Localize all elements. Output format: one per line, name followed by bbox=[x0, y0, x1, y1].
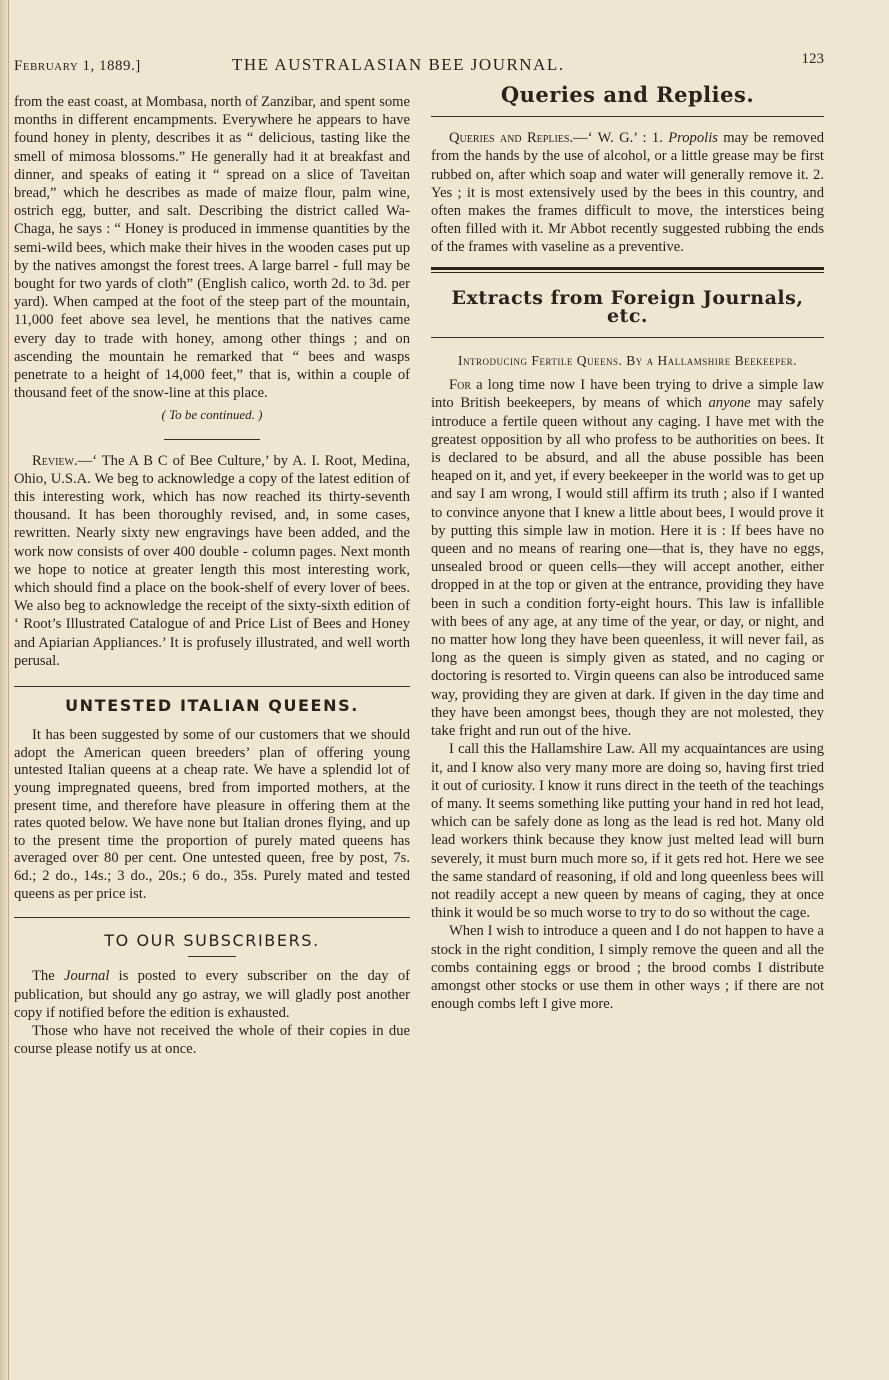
subscribers-heading: TO OUR SUBSCRIBERS. bbox=[104, 931, 320, 951]
page-binding-edge bbox=[0, 0, 9, 1380]
subscribers-text-start: The bbox=[32, 968, 64, 985]
issue-date: February 1, 1889.] bbox=[14, 58, 141, 74]
double-rule bbox=[431, 267, 824, 273]
to-be-continued-note: ( To be continued. ) bbox=[161, 407, 263, 423]
section-divider bbox=[14, 917, 410, 918]
article-paragraph-1 bbox=[431, 376, 824, 740]
queries-heading: Queries and Replies. bbox=[500, 82, 755, 107]
article-paragraph-2: I call this the Hallamshire Law. All my acquaintances are using it, and I know also very many more are doing so, having first tried it out of curiosity. I know it runs direct in the teeth of the teachings of many. It seems something like putting your hand in red hot lead, which can be safely done as long as the lead is red hot. Many old lead workers think because they know just melted lead will burn severely, it must burn much more so, if it gets red hot. Here we see the same standard of reasoning, if old and long queenless bees will not readily accept a new queen by means of caging, they at once think it would be so much worse to try to do so without the cage. bbox=[431, 741, 824, 922]
untested-queens-heading: UNTESTED ITALIAN QUEENS. bbox=[65, 696, 359, 716]
journal-title: THE AUSTRALASIAN BEE JOURNAL. bbox=[232, 55, 565, 74]
anyone-word: anyone bbox=[708, 395, 751, 412]
continued-article-text: from the east coast, at Mombasa, north of Zanzibar, and spent some months in different encampments. Everywhere he appears to have found honey in plenty, describes it as “ delicious, tasting like the smell of mimosa blossoms.” He generally had it at breakfast and dinner, and speaks of eating it “ spread on a slice of Taveitan bread,” which he describes as made of maize flour, palm wine, ostrich egg, butter, and salt. Describing the district called Wa-Chaga, he says : “ Honey is produced in immense quantities by the semi-wild bees, which make their hives in the wooden cases put up by the natives amongst the forest trees. A large barrel - full may be bought for two yards of cloth” (English calico, worth 2d. to 3d. per yard). When camped at the foot of the steep part of the mountain, 11,000 feet above sea level, he mentions that the natives came every day to trade with honey, among other things ; and on ascending the mountain he remarked that “ bees and wasps penetrate to a height of 14,000 feet,” that is, within a couple of thousand feet of the snow-line at this place. bbox=[14, 94, 410, 402]
extracts-heading: Extracts from Foreign Journals, etc. bbox=[451, 286, 804, 327]
propolis-word: Propolis bbox=[668, 130, 718, 147]
section-divider bbox=[431, 116, 824, 117]
left-column bbox=[14, 93, 410, 1058]
article-title: Introducing Fertile Queens. By a Hallamshire Beekeeper. bbox=[458, 353, 797, 369]
review-lead: Review. bbox=[32, 452, 78, 469]
untested-queens-text: It has been suggested by some of our customers that we should adopt the American queen breeders’ plan of offering young untested Italian queens at a cheap rate. We have a splendid lot of young impregnated queens, bred from imported mothers, at the present time, and therefore have pleasure in offering them at the rates quoted below. We have none but Italian drones flying, and up to the present time the proportion of purely mated queens has averaged over 80 per cent. One untested queen, free by post, 7s. 6d.; 2 do., 14s.; 3 do., 20s.; 6 do., 35s. Purely mated and tested queens as per price ist. bbox=[14, 727, 410, 902]
subscribers-text bbox=[14, 967, 410, 1022]
article-lead-word: For bbox=[449, 377, 472, 394]
queries-lead: Queries and Replies. bbox=[449, 130, 574, 147]
queries-text: may be removed from the hands by the use of alcohol, or a little grease may be first rubbed on, after which soap and water will generally remove it. 2. Yes ; it is most extensively used by the bees in this country, and often makes the frames difficult to move, the interstices being often filled with it. Mr Abbot recently suggested rubbing the ends of the frames with vaseline as a preventive. bbox=[431, 130, 825, 256]
section-divider bbox=[431, 337, 824, 338]
right-column bbox=[431, 82, 825, 1013]
section-divider bbox=[164, 439, 260, 440]
subscribers-text-end: is posted to every subscriber on the day of publication, but should any go astray, we will gladly post another copy if notified before the edition is exhausted. bbox=[14, 968, 411, 1021]
heading-underline bbox=[188, 956, 236, 957]
section-divider bbox=[14, 686, 410, 687]
article-p1-start: a long time now I have been trying to drive a simple law into British beekeepers, by means of which bbox=[431, 377, 824, 412]
page-number: 123 bbox=[801, 51, 824, 67]
journal-word: Journal bbox=[63, 968, 110, 985]
review-text: —‘ The A B C of Bee Culture,’ by A. I. Root, Medina, Ohio, U.S.A. We beg to acknowledge a copy of the latest edition of this interesting work, which has now reached its thirty-seventh thousand. It has been thoroughly revised, and, in some cases, rewritten. Nearly sixty new engravings have been added, and the work now consists of over 400 double - column pages. Next month we hope to notice at greater length this most interesting work, which should find a place on the book-shelf of every lover of bees. We also beg to acknowledge the receipt of the sixty-sixth edition of ‘ Root’s Illustrated Catalogue of and Price List of Bees and Honey and Apiarian Appliances.’ It is profusely illustrated, and well worth perusal. bbox=[14, 452, 410, 669]
article-p1-end: may safely introduce a fertile queen without any caging. I have met with the greatest opposition by all who profess to be authorities on bees. It is declared to be absurd, and all the abuse possible has been heaped on it, and yet, if every beekeeper in the world was to get up and say I am wrong, I would still affirm its truth ; also if I wanted to convince anyone that I knew a little about bees, I would prove it by putting this simple law in motion. Here it is : If bees have no queen and no means of rearing one—that is, they have no eggs, unsealed brood or queen cells—they will accept another, either dropped in at the top or given at the entrance, providing they have been in such a condition forty-eight hours. This law is infallible with bees of any age, at any time of the year, or day, or night, and no matter how long they have been queenless, it will never fail, as long as the queen is simply given as stated, and no caging or doctoring is resorted to. Virgin queens can also be introduced same way, providing they are given at dark. If given in the day time and they have been amongst bees, though they are not molested, they take fright and run out of the hive. bbox=[431, 395, 824, 740]
article-paragraph-3: When I wish to introduce a queen and I do not happen to have a stock in the right condition, I simply remove the queen and all the combs containing eggs or brood ; the brood combs I distribute amongst other stocks or use them in other ways ; if there are not enough combs left I give more. bbox=[431, 923, 824, 1013]
queries-addressee: —‘ W. G.’ : 1. bbox=[573, 130, 669, 147]
queries-paragraph bbox=[431, 129, 824, 256]
page-header bbox=[14, 48, 824, 74]
review-paragraph bbox=[14, 452, 410, 670]
subscribers-notice: Those who have not received the whole of their copies in due course please notify us at once. bbox=[14, 1023, 410, 1058]
